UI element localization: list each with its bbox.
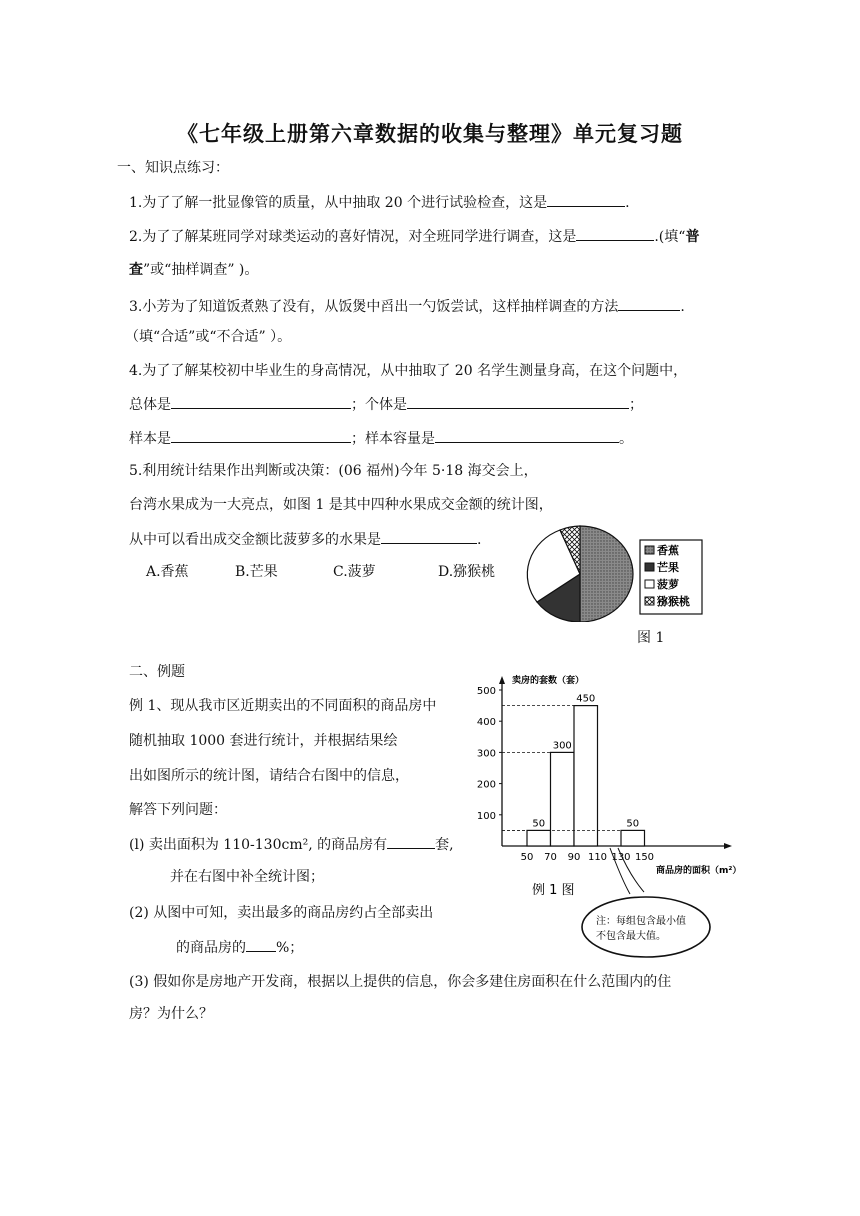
answer-blank — [618, 296, 680, 311]
q4-sep2: ；样本容量是 — [351, 431, 435, 447]
x-tick-label: 150 — [634, 852, 655, 863]
histogram-bar — [551, 752, 575, 846]
example-line-2: 随机抽取 1000 套进行统计，并根据结果绘 — [129, 733, 398, 749]
q4-sep1: ；个体是 — [351, 397, 407, 413]
q1-end: . — [625, 195, 630, 211]
histogram-bar — [621, 830, 645, 846]
note-line-1: 注：每组包含最小值 — [596, 916, 686, 927]
part1-line2: 并在右图中补全统计图； — [170, 869, 324, 885]
q2-text: 2.为了了解某班同学对球类运动的喜好情况，对全班同学进行调查，这是 — [129, 229, 577, 245]
q1-text: 1.为了了解一批显像管的质量，从中抽取 20 个进行试验检查，这是 — [129, 195, 548, 211]
answer-blank — [576, 226, 654, 241]
y-tick-label: 200 — [476, 779, 496, 791]
y-axis-arrow — [499, 676, 505, 684]
figure1-caption: 图 1 — [637, 630, 665, 646]
q2-bold2: 查 — [129, 262, 143, 278]
question-4: 4.为了了解某校初中毕业生的身高情况，从中抽取了 20 名学生测量身高，在这个问题中， — [129, 363, 688, 379]
q4-end1: ； — [629, 397, 643, 413]
part1-unit: 套, — [435, 837, 454, 853]
y-tick-label: 500 — [476, 686, 496, 697]
example-line-1: 例 1、现从我市区近期卖出的不同面积的商品房中 — [129, 698, 437, 714]
answer-blank — [387, 834, 435, 849]
answer-blank — [381, 529, 477, 544]
example-line-4: 解答下列问题： — [129, 802, 227, 818]
y-tick-label: 100 — [476, 810, 496, 822]
bar-value-label: 450 — [576, 693, 596, 705]
question-2-cont — [129, 260, 258, 280]
q4-end2: 。 — [619, 431, 633, 447]
y-tick-label: 400 — [476, 717, 496, 729]
histogram-bar — [574, 706, 598, 846]
legend-label-banana: 香蕉 — [657, 544, 679, 557]
note-bubble — [582, 897, 710, 957]
legend-label-pineapple: 菠萝 — [657, 578, 679, 591]
q4-population: 总体是 — [129, 397, 171, 413]
q2-after: .(填“ — [654, 229, 686, 245]
bar-value-label: 50 — [626, 818, 640, 830]
y-axis-label: 卖房的套数（套） — [512, 676, 585, 686]
q2-bold: 普 — [685, 229, 700, 245]
part2-line2 — [176, 937, 303, 958]
question-1 — [129, 192, 630, 213]
q3-note: （填“合适”或“不合适” ）。 — [125, 329, 292, 345]
page-title: 《七年级上册第六章数据的收集与整理》单元复习题 — [177, 121, 683, 146]
legend-swatch-pineapple — [645, 580, 654, 588]
x-axis-arrow — [724, 843, 732, 849]
section1-heading: 一、知识点练习： — [117, 160, 229, 176]
x-tick-label: 50 — [520, 852, 534, 863]
bar-value-label: 50 — [532, 818, 546, 830]
legend-label-kiwi: 猕猴桃 — [657, 595, 690, 608]
answer-blank — [171, 394, 351, 409]
histogram-bar — [527, 830, 551, 846]
option-b: B.芒果 — [235, 564, 278, 580]
part2-unit: %； — [276, 940, 304, 956]
option-c: C.菠萝 — [333, 564, 376, 580]
legend-label-mango: 芒果 — [657, 561, 679, 574]
q5-line2: 台湾水果成为一大亮点，如图 1 是其中四种水果成交金额的统计图， — [129, 497, 553, 513]
x-tick-label: 130 — [611, 852, 631, 863]
q4-sample: 样本是 — [129, 431, 171, 447]
legend-swatch-mango — [645, 563, 654, 571]
y-tick-label: 300 — [476, 748, 496, 760]
x-axis-label: 商品房的面积（m²） — [656, 866, 742, 876]
q2-cont: ”或“抽样调查” )。 — [143, 262, 259, 278]
bar-value-label: 300 — [552, 740, 572, 752]
part-1 — [129, 834, 454, 855]
part3-line2: 房？为什么？ — [129, 1006, 213, 1022]
part1-text: (l) 卖出面积为 110-130cm², 的商品房有 — [129, 837, 388, 853]
note-line-2: 不包含最大值。 — [596, 931, 666, 942]
answer-blank — [407, 394, 629, 409]
answer-blank — [171, 428, 351, 443]
question-2 — [129, 226, 699, 247]
option-d: D.猕猴桃 — [438, 564, 496, 580]
q5-line1: 5.利用统计结果作出判断或决策：(06 福州)今年 5·18 海交会上， — [129, 463, 538, 479]
legend-swatch-kiwi — [645, 597, 654, 605]
q5-text: 从中可以看出成交金额比菠萝多的水果是 — [129, 532, 381, 548]
q3-text: 3.小芳为了知道饭煮熟了没有，从饭煲中舀出一勺饭尝试，这样抽样调查的方法 — [129, 299, 619, 315]
part-2: (2) 从图中可知，卖出最多的商品房约占全部卖出 — [129, 905, 434, 921]
x-tick-label: 70 — [544, 852, 557, 863]
q4-line3 — [129, 428, 633, 449]
section2-heading: 二、例题 — [129, 664, 185, 680]
q5-line3 — [129, 529, 481, 550]
q3-end: . — [680, 299, 685, 315]
pie-slice-banana — [580, 526, 633, 622]
q4-line2 — [129, 394, 643, 415]
part2-text: 的商品房的 — [176, 940, 246, 956]
legend-swatch-banana — [645, 546, 654, 554]
question-3 — [129, 296, 685, 317]
answer-blank — [547, 192, 625, 207]
x-tick-label: 110 — [587, 852, 608, 863]
example-line-3: 出如图所示的统计图，请结合右图中的信息， — [129, 768, 409, 784]
fruit-pie-chart — [522, 522, 712, 622]
part-3: (3) 假如你是房地产开发商，根据以上提供的信息，你会多建住房面积在什么范围内的住 — [129, 974, 672, 990]
answer-blank — [435, 428, 619, 443]
answer-blank — [246, 937, 276, 952]
option-a: A.香蕉 — [146, 564, 189, 580]
q5-end: . — [477, 532, 482, 548]
area-histogram — [470, 668, 742, 960]
x-tick-label: 90 — [567, 852, 581, 863]
chart-caption: 例 1 图 — [532, 883, 575, 898]
